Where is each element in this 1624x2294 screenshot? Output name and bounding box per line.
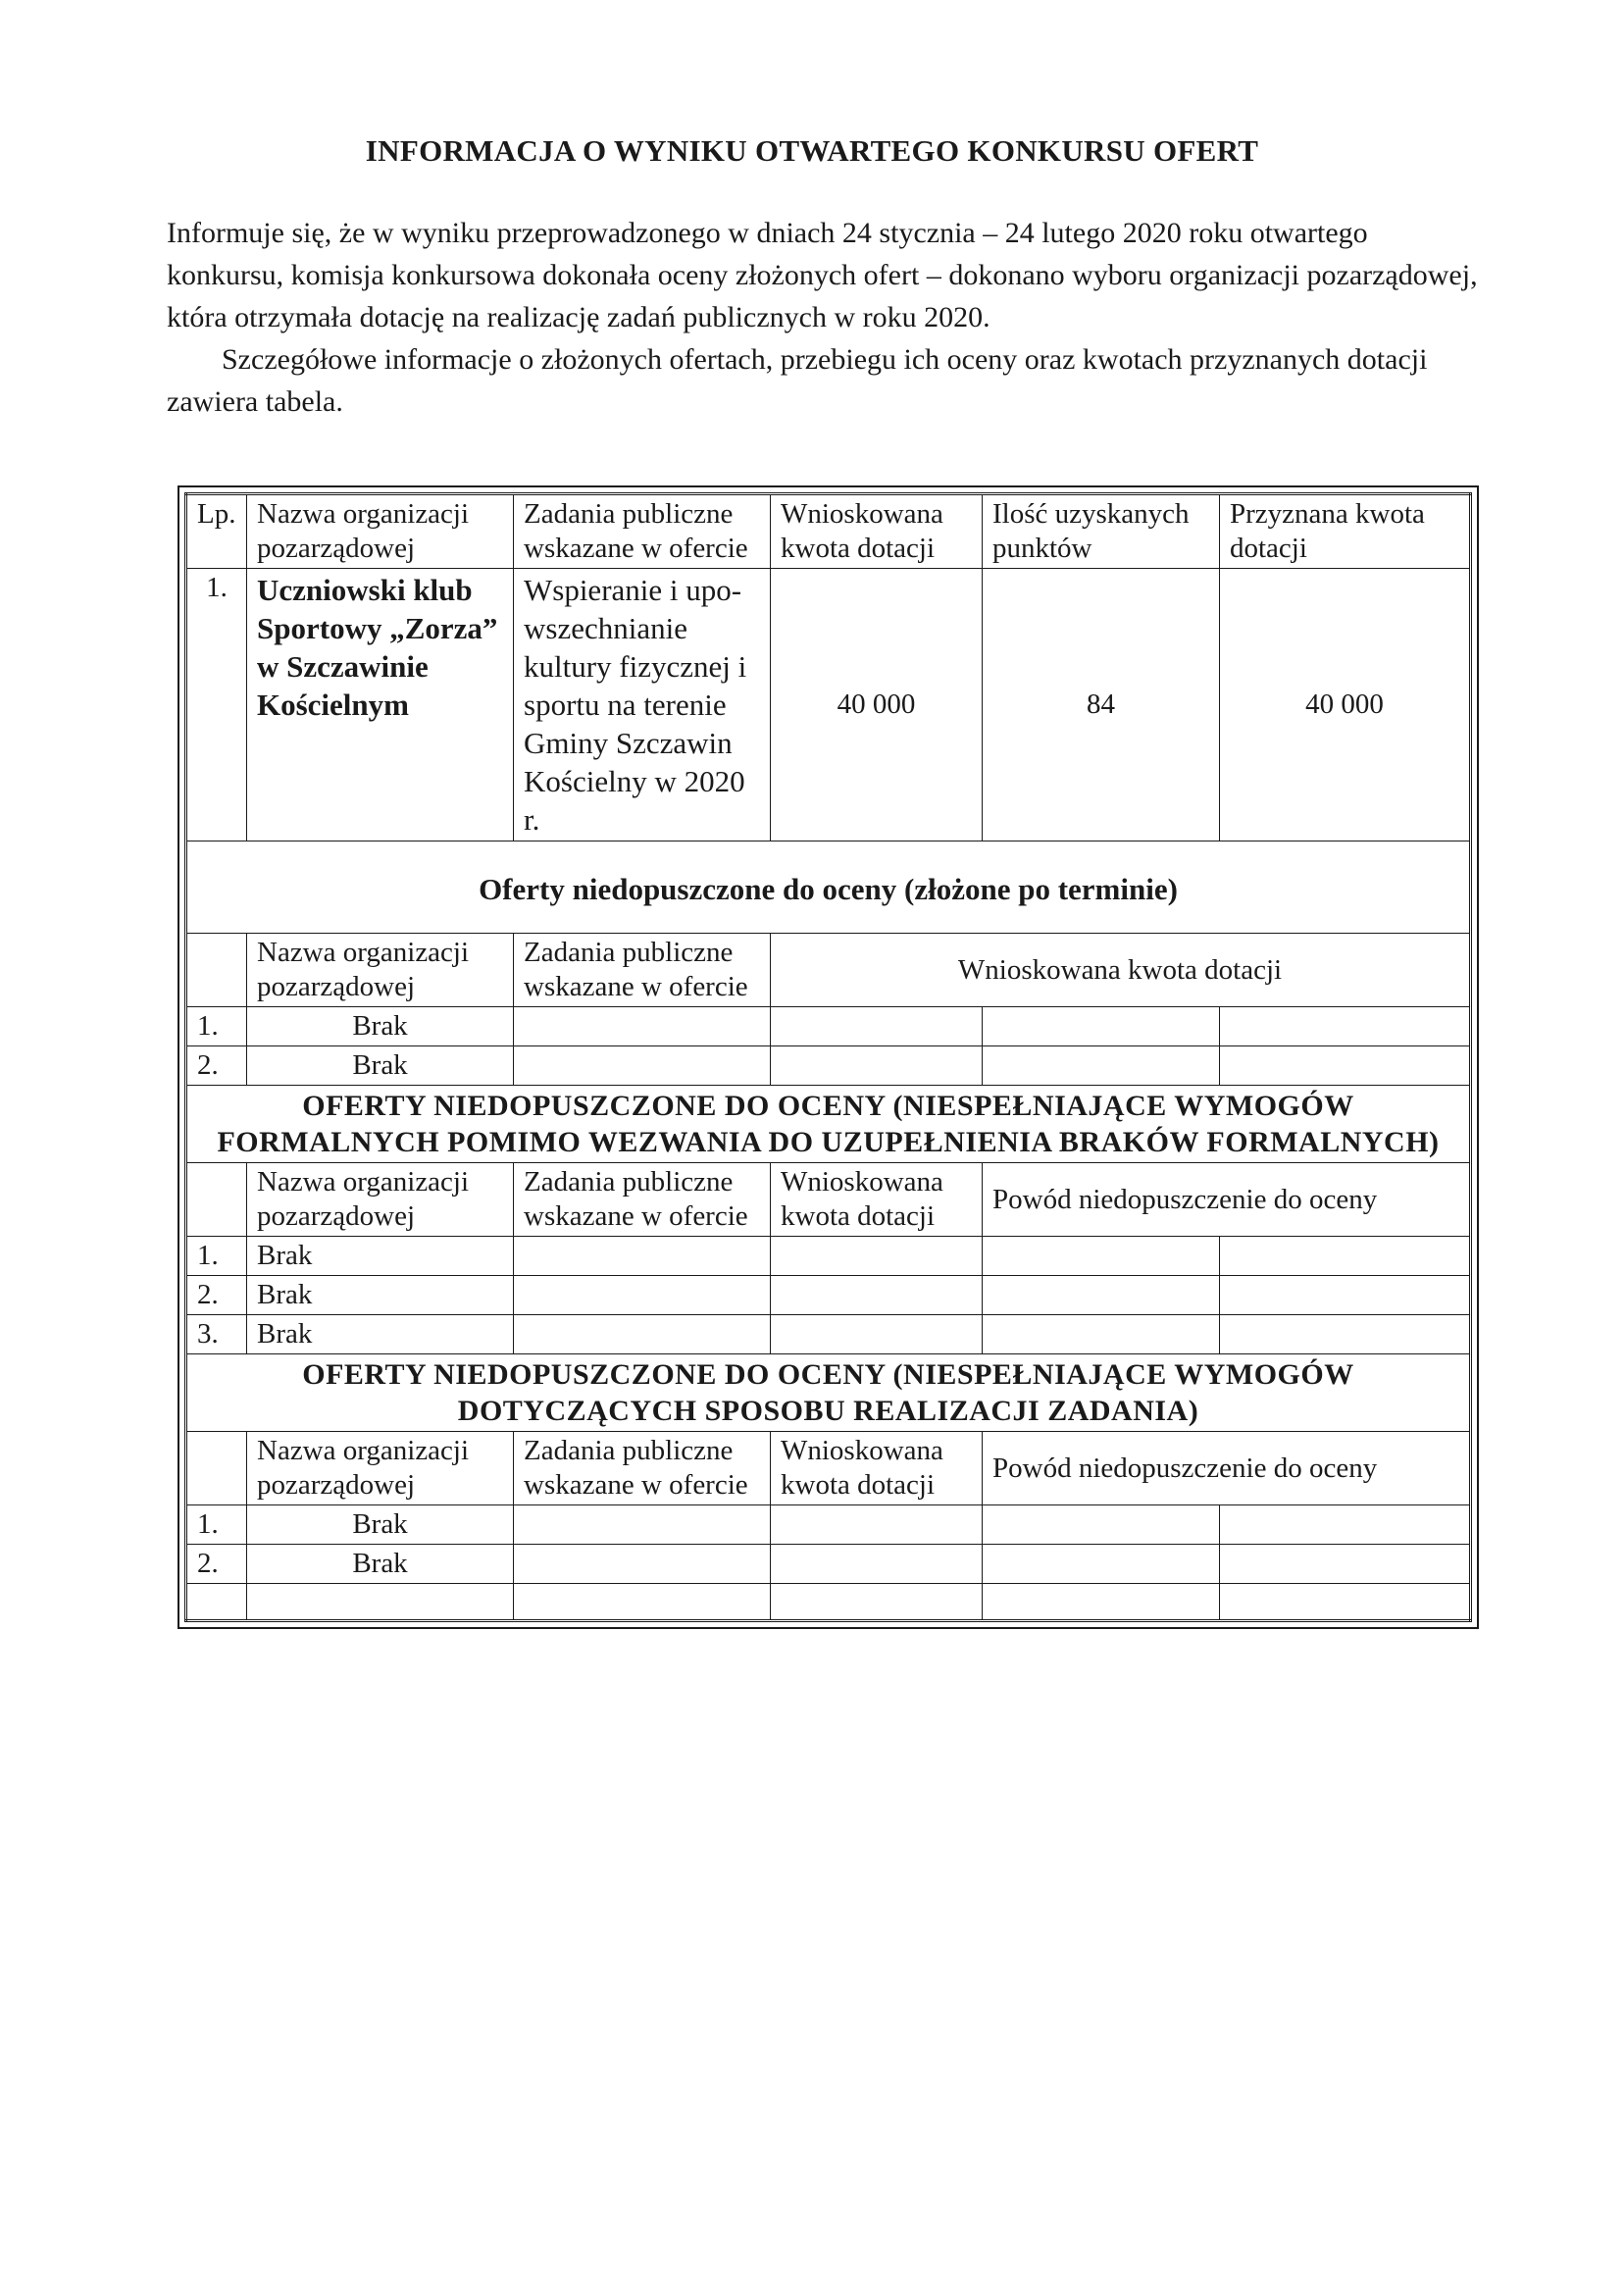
row-lp: 1. [186, 569, 247, 841]
section-late-title-row [186, 841, 1471, 934]
header-lp: Lp. [186, 494, 247, 569]
section-late-title: Oferty niedopuszczone do oceny (złożone po terminie) [186, 841, 1471, 934]
formal-row-org: Brak [247, 1276, 514, 1315]
row-points: 84 [983, 569, 1220, 841]
formal-header-requested: Wnioskowana kwota dotacji [771, 1163, 983, 1237]
formal-header-reason: Powód niedopuszczenie do oceny [983, 1163, 1471, 1237]
realization-header-task: Zadania publiczne wskazane w ofercie [514, 1432, 771, 1505]
table-row [186, 1315, 1471, 1354]
table-row [186, 569, 1471, 841]
late-row-org: Brak [247, 1007, 514, 1046]
formal-header-org: Nazwa organizacji pozarządowej [247, 1163, 514, 1237]
header-task: Zadania publiczne wskazane w ofercie [514, 494, 771, 569]
section-formal-header-row [186, 1163, 1471, 1237]
intro-paragraph-2: Szczegółowe informacje o złożonych ofertach, przebiegu ich oceny oraz kwotach przyznanych dotacji zawiera tabela. [167, 343, 1428, 418]
table-row [186, 1007, 1471, 1046]
late-header-org: Nazwa organizacji pozarządowej [247, 934, 514, 1007]
section-late-header-row [186, 934, 1471, 1007]
table-row [186, 1237, 1471, 1276]
formal-row-lp: 2. [186, 1276, 247, 1315]
results-table [184, 492, 1472, 1622]
header-org: Nazwa organizacji pozarządowej [247, 494, 514, 569]
intro-paragraph-1: Informuje się, że w wyniku przeprowadzonego w dniach 24 stycznia – 24 lutego 2020 roku otwartego konkursu, komisja konkursowa dokonała oceny złożonych ofert – dokonano wyboru organizacji pozarządowej, która otrzymała dotację na realizację zadań publicznych w roku 2020. [167, 217, 1478, 333]
late-row-org: Brak [247, 1046, 514, 1086]
row-requested: 40 000 [771, 569, 983, 841]
section-formal-title-row [186, 1086, 1471, 1163]
realization-header-org: Nazwa organizacji pozarządowej [247, 1432, 514, 1505]
formal-row-org: Brak [247, 1237, 514, 1276]
realization-header-requested: Wnioskowana kwota dotacji [771, 1432, 983, 1505]
section-formal-title: OFERTY NIEDOPUSZCZONE DO OCENY (NIESPEŁNIAJĄCE WYMOGÓW FORMALNYCH POMIMO WEZWANIA DO UZUPEŁNIENIA BRAKÓW FORMALNYCH) [186, 1086, 1471, 1163]
late-header-task: Zadania publiczne wskazane w ofercie [514, 934, 771, 1007]
formal-header-task: Zadania publiczne wskazane w ofercie [514, 1163, 771, 1237]
realization-row-lp: 2. [186, 1545, 247, 1584]
header-granted: Przyznana kwota dotacji [1220, 494, 1471, 569]
formal-row-lp: 1. [186, 1237, 247, 1276]
table-row [186, 1276, 1471, 1315]
row-org: Uczniowski klub Sportowy „Zorza” w Szczawinie Kościelnym [247, 569, 514, 841]
section-realization-header-row [186, 1432, 1471, 1505]
table-row [186, 1505, 1471, 1545]
realization-row-org: Brak [247, 1505, 514, 1545]
table-row [186, 1545, 1471, 1584]
section-realization-title: OFERTY NIEDOPUSZCZONE DO OCENY (NIESPEŁNIAJĄCE WYMOGÓW DOTYCZĄCYCH SPOSOBU REALIZACJI ZADANIA) [186, 1354, 1471, 1432]
intro-text [167, 212, 1481, 423]
realization-row-lp: 1. [186, 1505, 247, 1545]
late-row-lp: 2. [186, 1046, 247, 1086]
late-header-requested: Wnioskowana kwota dotacji [771, 934, 1471, 1007]
row-granted: 40 000 [1220, 569, 1471, 841]
table-row [186, 1046, 1471, 1086]
section-realization-title-row [186, 1354, 1471, 1432]
formal-row-lp: 3. [186, 1315, 247, 1354]
table-row-empty [186, 1584, 1471, 1621]
realization-row-org: Brak [247, 1545, 514, 1584]
row-task: Wspieranie i upo-wszechnianie kultury fizycznej i sportu na terenie Gminy Szczawin Kościelny w 2020 r. [514, 569, 771, 841]
table-header-row [186, 494, 1471, 569]
header-requested: Wnioskowana kwota dotacji [771, 494, 983, 569]
formal-row-org: Brak [247, 1315, 514, 1354]
realization-header-reason: Powód niedopuszczenie do oceny [983, 1432, 1471, 1505]
document-title: INFORMACJA O WYNIKU OTWARTEGO KONKURSU OFERT [365, 133, 1259, 168]
late-row-lp: 1. [186, 1007, 247, 1046]
header-points: Ilość uzyskanych punktów [983, 494, 1220, 569]
